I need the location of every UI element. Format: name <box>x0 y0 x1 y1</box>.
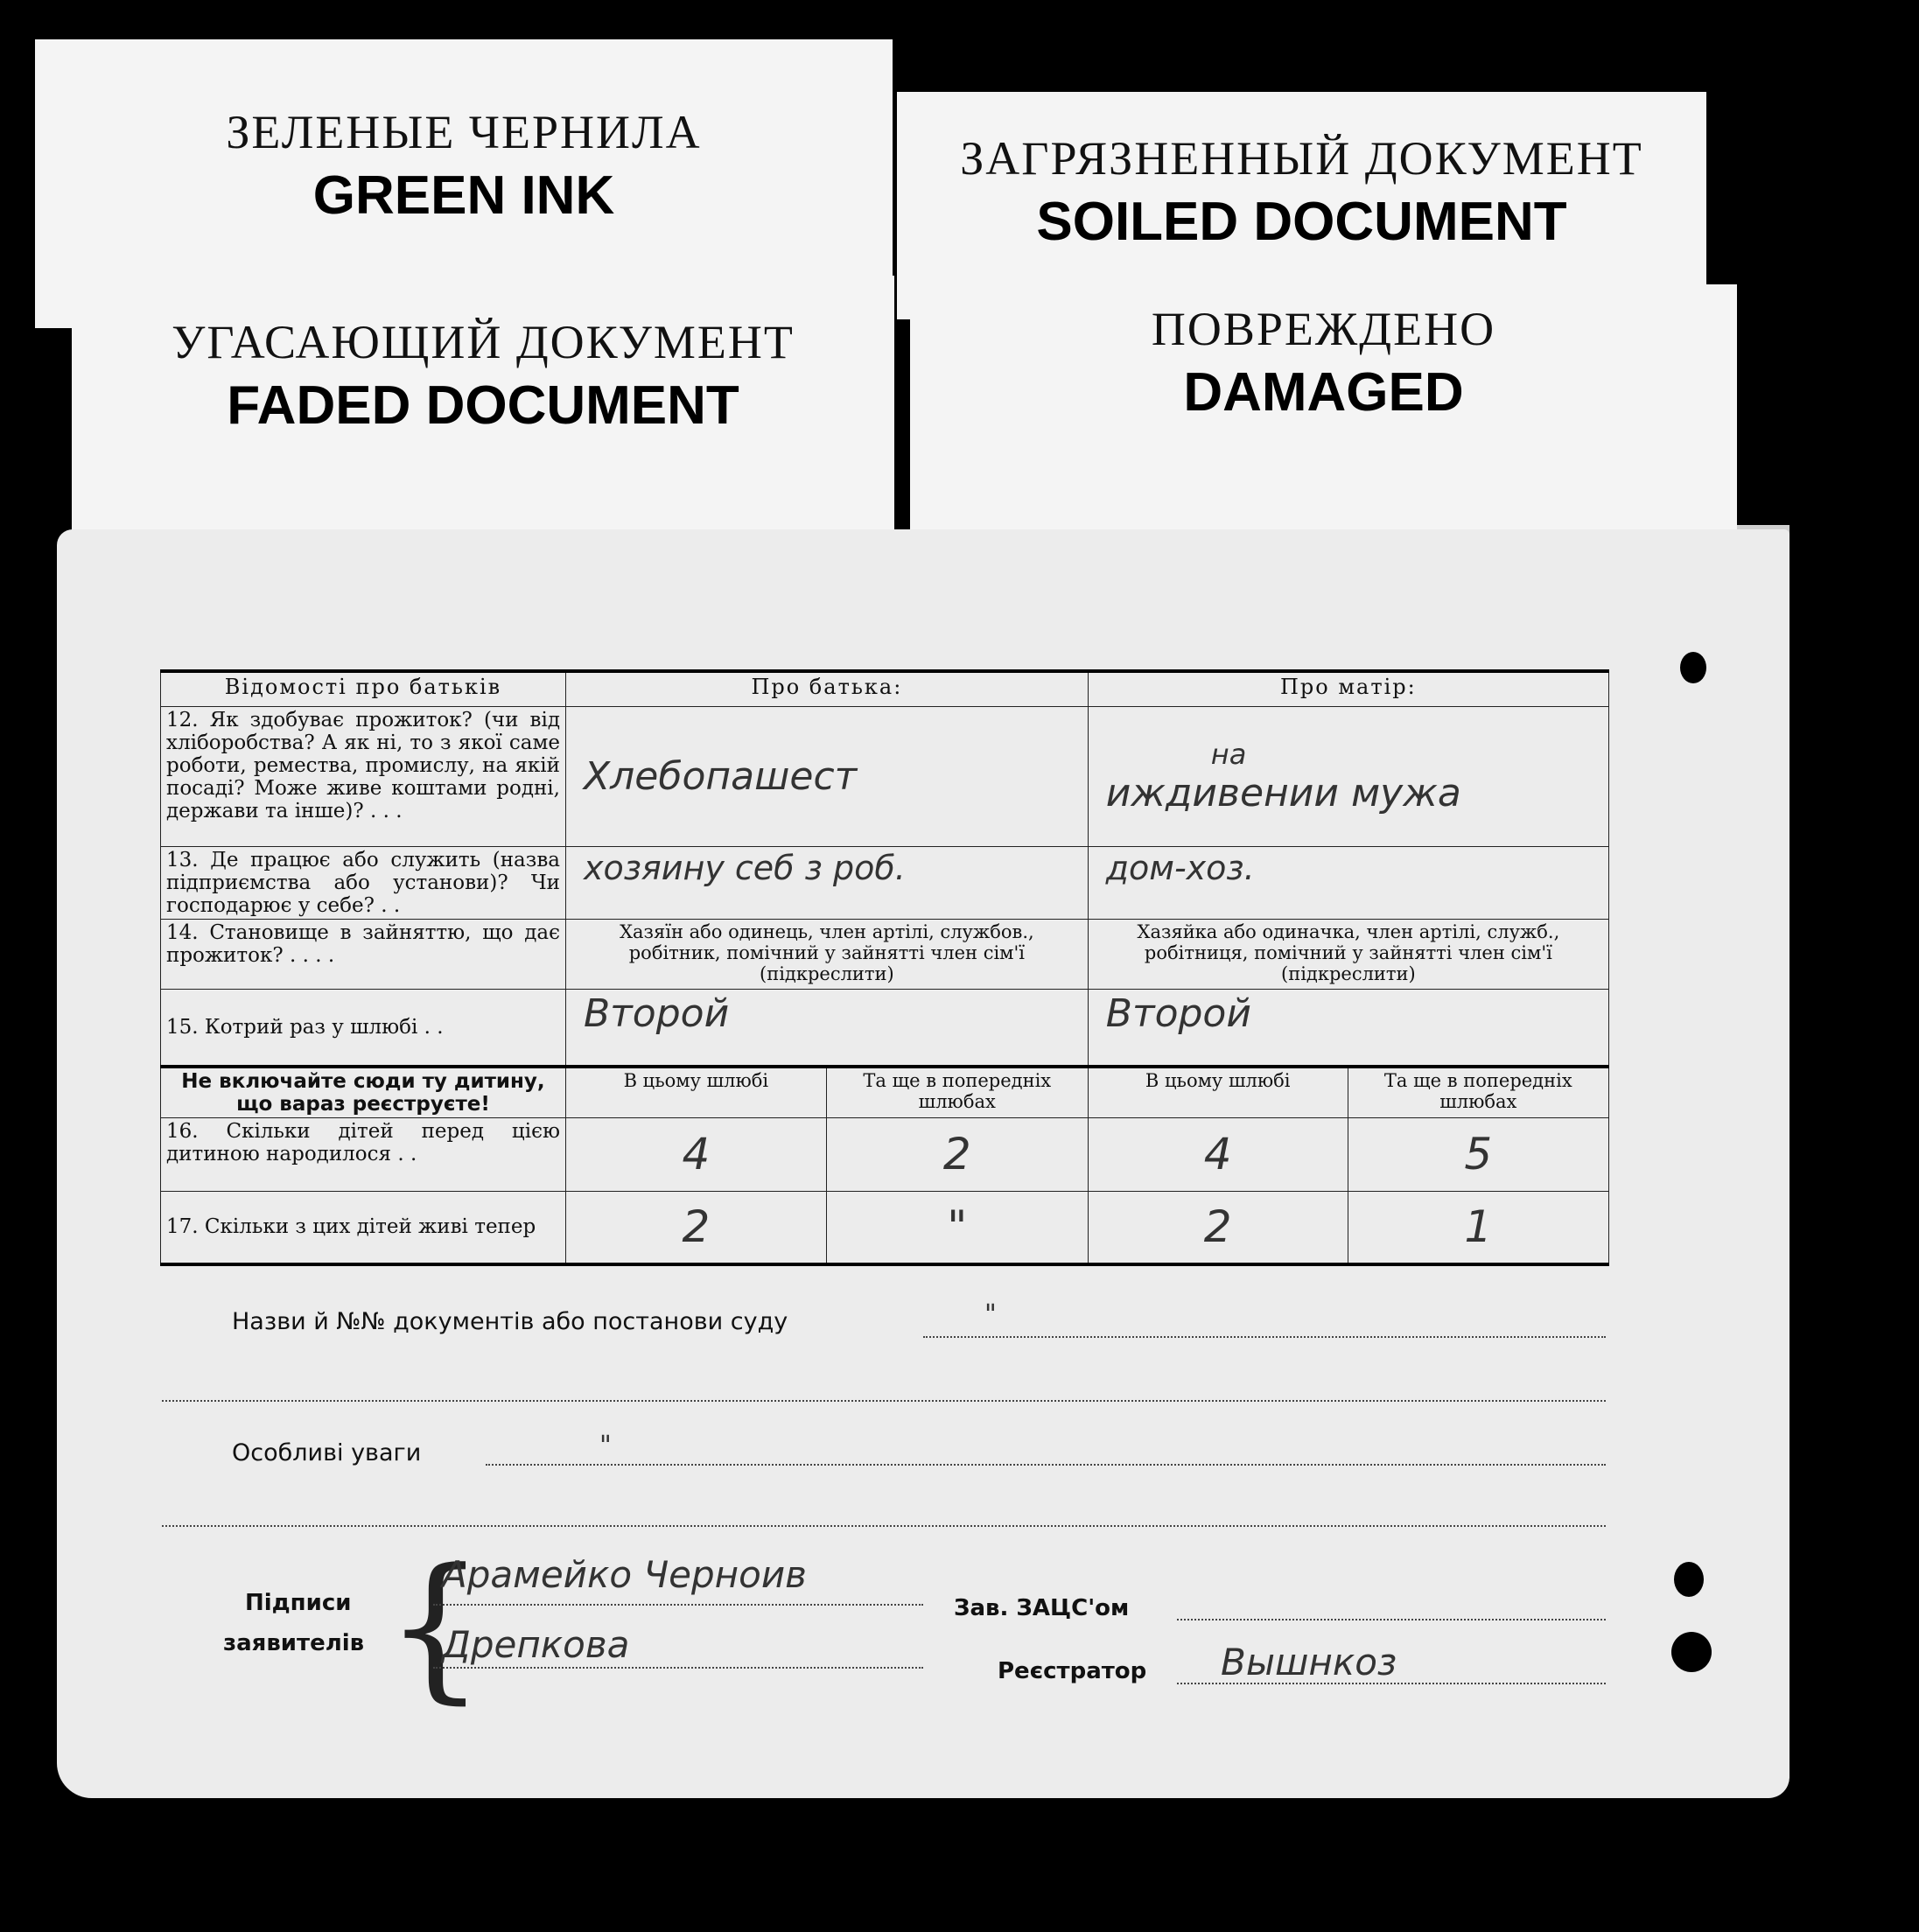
mother-answer-12-text: иждивении мужа <box>1105 771 1461 816</box>
applicant-sig-line-2 <box>433 1667 923 1669</box>
header-col-mother: Про матір: <box>1088 671 1608 707</box>
question-14: 14. Становище в зайняттю, що дає прожиток? . . . . <box>161 920 566 990</box>
father-prev-marriages-header: Та ще в попередніх шлюбах <box>826 1067 1088 1118</box>
documents-line-2 <box>162 1400 1606 1402</box>
father-alive-this: 2 <box>565 1191 826 1264</box>
mother-answer-14: Хазяйка або одиначка, член артілі, служб., робітниця, помічний у зайнятті член сім'ї (підкреслити) <box>1088 920 1608 990</box>
mother-note-12: на <box>1210 738 1247 771</box>
table-header-row <box>161 671 1609 707</box>
special-notes-line <box>486 1464 1606 1466</box>
question-12: 12. Як здобуває прожиток? (чи від хліборобства? А як ні, то з якої саме роботи, ремества, промислу, на якій посаді? Може живе коштами родні, держави та інше)? . . . <box>161 707 566 847</box>
punch-hole <box>1674 1562 1704 1597</box>
mother-alive-prev: 1 <box>1348 1191 1608 1264</box>
signatures-label-1: Підписи <box>245 1590 352 1616</box>
father-children-this: 4 <box>565 1117 826 1191</box>
table-row <box>161 707 1609 847</box>
label-ru: ЗАГРЯЗНЕННЫЙ ДОКУМЕНТ <box>960 132 1643 185</box>
special-notes-value: " <box>599 1431 612 1461</box>
special-notes-label: Особливі уваги <box>232 1439 422 1466</box>
header-col-father: Про батька: <box>565 671 1088 707</box>
question-17: 17. Скільки з цих дітей живі тепер <box>161 1191 566 1264</box>
table-row <box>161 920 1609 990</box>
signatures-brace: { <box>385 1536 486 1718</box>
documents-line <box>923 1336 1606 1338</box>
damaged-label-card <box>910 284 1737 547</box>
punch-hole <box>1680 652 1706 683</box>
father-answer-13: хозяину себ з роб. <box>565 847 1088 920</box>
header-col-info: Відомості про батьків <box>161 671 566 707</box>
head-label: Зав. ЗАЦС'ом <box>954 1595 1130 1621</box>
father-answer-12: Хлебопашест <box>565 707 1088 847</box>
registrar-label: Реєстратор <box>998 1658 1147 1684</box>
question-15: 15. Котрий раз у шлюбі . . <box>161 990 566 1067</box>
mother-alive-this: 2 <box>1088 1191 1348 1264</box>
label-ru: ПОВРЕЖДЕНО <box>1151 303 1496 355</box>
table-row <box>161 1191 1609 1264</box>
father-this-marriage-header: В цьому шлюбі <box>565 1067 826 1118</box>
special-notes-line-2 <box>162 1525 1606 1527</box>
label-ru: ЗЕЛЕНЫЕ ЧЕРНИЛА <box>226 106 702 158</box>
mother-answer-15: Второй <box>1088 990 1608 1067</box>
children-header-row <box>161 1067 1609 1118</box>
father-answer-15: Второй <box>565 990 1088 1067</box>
signatures-label-2: заявителів <box>223 1630 365 1656</box>
question-13: 13. Де працює або служить (назва підприємства або установи)? Чи господарює у себе? . . <box>161 847 566 920</box>
father-answer-14: Хазяїн або одинець, член артілі, службов., робітник, помічний у зайнятті член сім'ї (підкреслити) <box>565 920 1088 990</box>
mother-this-marriage-header: В цьому шлюбі <box>1088 1067 1348 1118</box>
label-en: GREEN INK <box>312 165 615 226</box>
documents-value: " <box>984 1299 997 1330</box>
table-row <box>161 1117 1609 1191</box>
documents-label: Назви й №№ документів або постанови суду <box>232 1308 788 1335</box>
mother-children-this: 4 <box>1088 1117 1348 1191</box>
applicant-signature-2: Дрепкова <box>442 1623 630 1666</box>
label-en: SOILED DOCUMENT <box>1036 192 1567 252</box>
label-ru: УГАСАЮЩИЙ ДОКУМЕНТ <box>172 316 795 368</box>
father-alive-prev: " <box>826 1191 1088 1264</box>
mother-children-prev: 5 <box>1348 1117 1608 1191</box>
father-children-prev: 2 <box>826 1117 1088 1191</box>
mother-answer-13: дом-хоз. <box>1088 847 1608 920</box>
registration-form-page <box>57 529 1789 1798</box>
mother-prev-marriages-header: Та ще в попередніх шлюбах <box>1348 1067 1608 1118</box>
parents-info-table <box>160 669 1609 1266</box>
question-16: 16. Скільки дітей перед цією дитиною народилося . . <box>161 1117 566 1191</box>
mother-answer-12 <box>1088 707 1608 847</box>
faded-document-label-card <box>72 276 894 564</box>
applicant-sig-line-1 <box>433 1604 923 1606</box>
head-sig-line <box>1177 1619 1606 1620</box>
punch-hole <box>1671 1632 1712 1672</box>
applicant-signature-1: Арамейко Черноив <box>442 1553 807 1596</box>
children-note: Не включайте сюди ту дитину, що вараз реєструєте! <box>161 1067 566 1118</box>
table-row <box>161 990 1609 1067</box>
table-row <box>161 847 1609 920</box>
registrar-signature: Вышнкоз <box>1221 1641 1397 1684</box>
label-en: FADED DOCUMENT <box>227 375 739 436</box>
label-en: DAMAGED <box>1183 362 1464 423</box>
